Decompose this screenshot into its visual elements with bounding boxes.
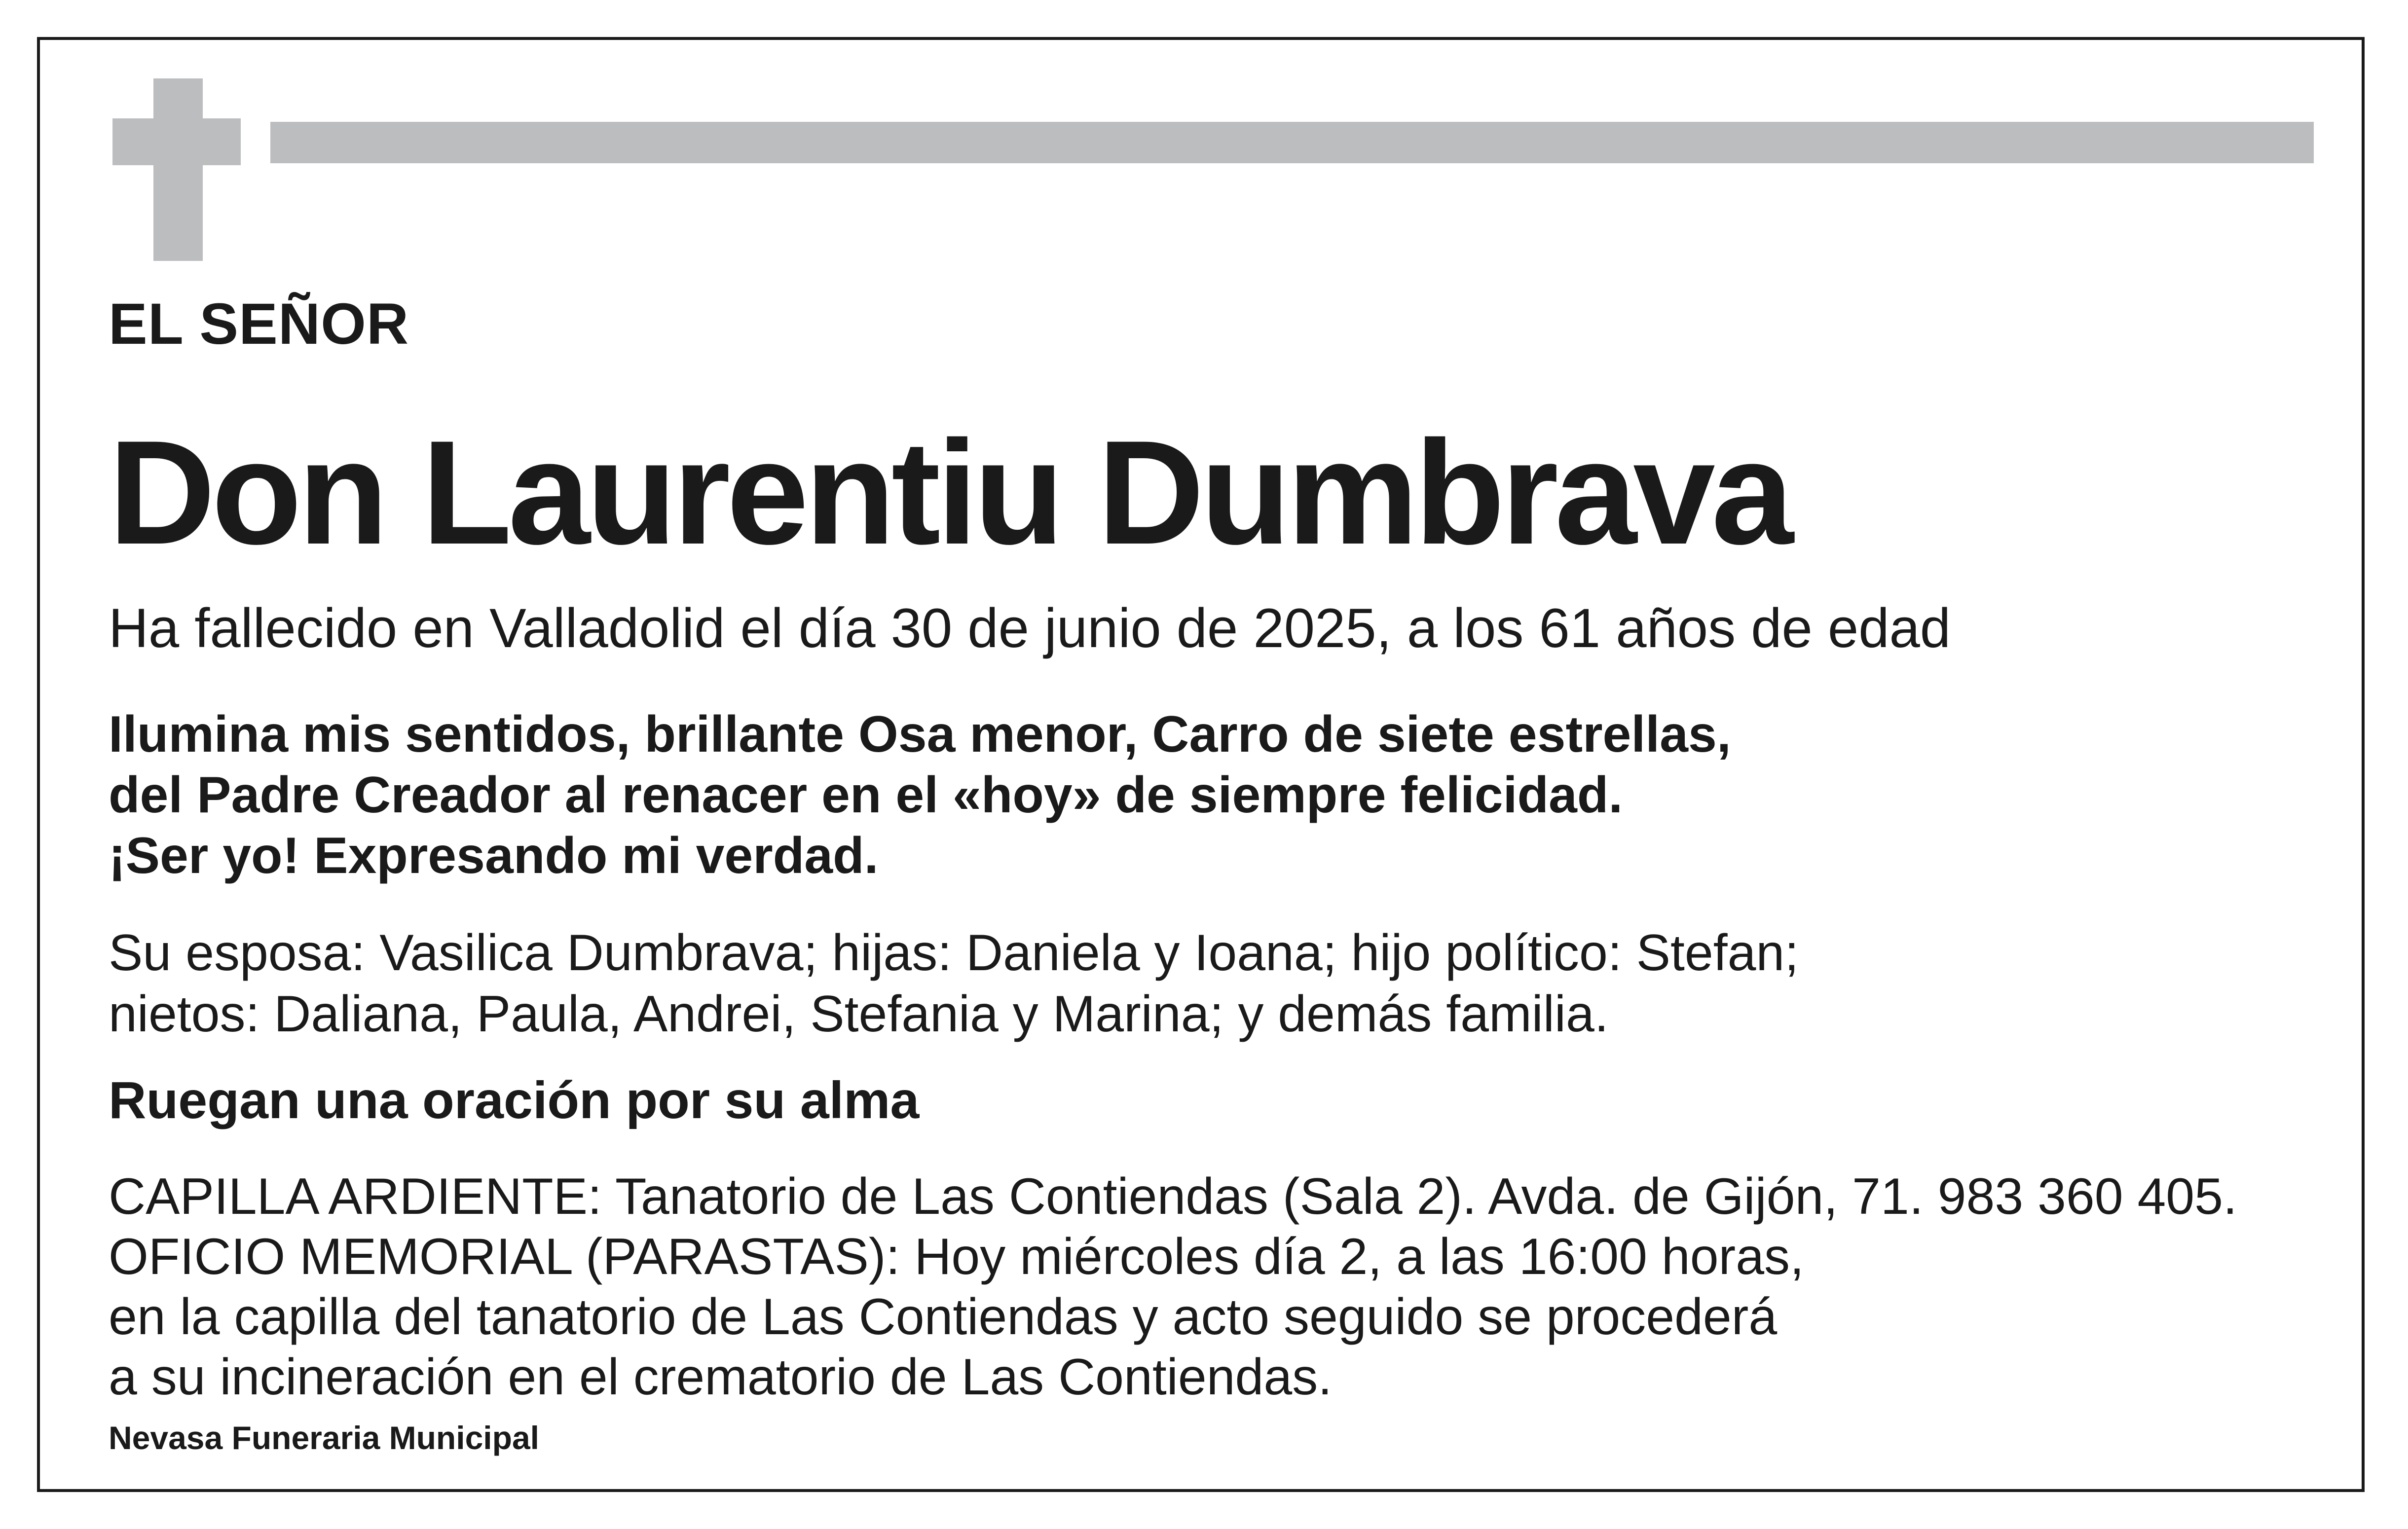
service-line: CAPILLA ARDIENTE: Tanatorio de Las Contiendas (Sala 2). Avda. de Gijón, 71. 983 360 405. [109, 1168, 2237, 1225]
quote-line: ¡Ser yo! Expresando mi verdad. [109, 827, 879, 884]
family-list [109, 922, 1799, 1045]
honorific: EL SEÑOR [109, 291, 409, 357]
funeral-home: Nevasa Funeraria Municipal [109, 1420, 539, 1456]
quote-line: Ilumina mis sentidos, brillante Osa menor, Carro de siete estrellas, [109, 706, 1731, 763]
quote-line: del Padre Creador al renacer en el «hoy» de siempre felicidad. [109, 766, 1623, 824]
service-line: OFICIO MEMORIAL (PARASTAS): Hoy miércoles día 2, a las 16:00 horas, [109, 1228, 1804, 1285]
service-details [109, 1166, 2237, 1407]
memorial-quote [109, 704, 1731, 886]
service-line: a su incineración en el crematorio de Las Contiendas. [109, 1348, 1333, 1406]
death-details: Ha fallecido en Valladolid el día 30 de junio de 2025, a los 61 años de edad [109, 597, 1951, 659]
family-line: nietos: Daliana, Paula, Andrei, Stefania y Marina; y demás familia. [109, 985, 1609, 1043]
cross-vertical-bar [153, 78, 203, 261]
service-line: en la capilla del tanatorio de Las Contiendas y acto seguido se procederá [109, 1288, 1778, 1346]
header-rule [270, 122, 2314, 163]
deceased-name: Don Laurentiu Dumbrava [109, 409, 1790, 575]
prayer-request: Ruegan una oración por su alma [109, 1071, 920, 1129]
cross-horizontal-bar [112, 118, 241, 165]
family-line: Su esposa: Vasilica Dumbrava; hijas: Daniela y Ioana; hijo político: Stefan; [109, 924, 1799, 982]
